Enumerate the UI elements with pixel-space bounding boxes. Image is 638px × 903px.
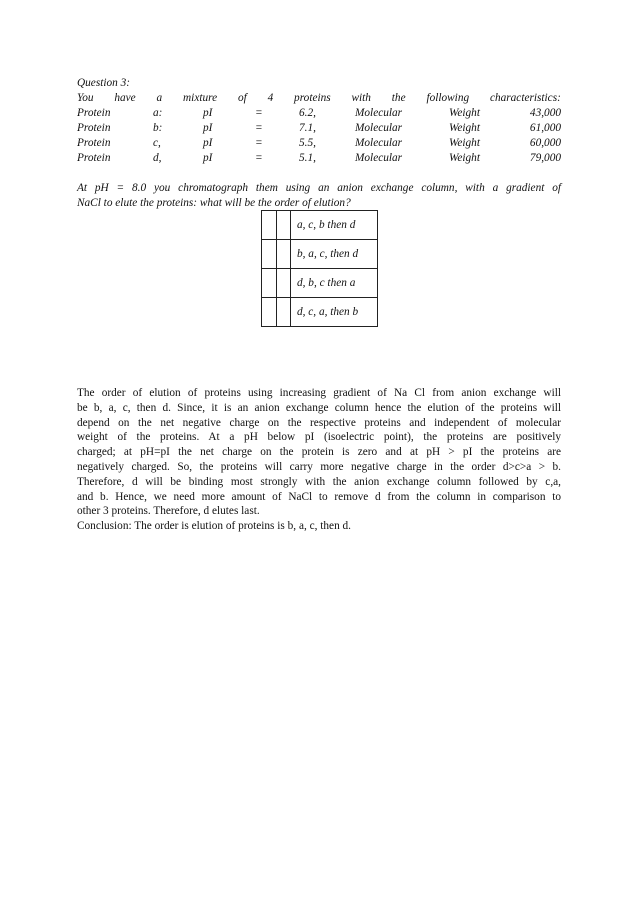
intro-word: the [391,92,406,104]
equals-sign: = [255,122,263,134]
protein-label: Protein [77,137,111,149]
intro-word: with [351,92,371,104]
protein-letter: b: [153,122,163,134]
option-label: b, a, c, then d [291,240,378,269]
intro-word: characteristics: [489,92,561,104]
question-title: Question 3: [77,77,131,89]
protein-row-d [77,151,561,165]
pi-value: 5.5, [299,137,316,149]
option-label: d, b, c then a [291,269,378,298]
protein-row-b [77,121,561,135]
option-checkbox[interactable] [262,298,277,327]
weight-label: Weight [449,122,480,134]
option-checkbox[interactable] [262,240,277,269]
answer-line: charged; at pH=pI the net charge on the protein is zero and at pH > pI the proteins are [77,446,561,459]
pi-label: pI [203,152,213,164]
pi-label: pI [203,122,213,134]
protein-letter: c, [153,137,161,149]
answer-line: The order of elution of proteins using increasing gradient of Na Cl from anion exchange will [77,387,561,399]
answer-option-row[interactable] [262,269,378,298]
answer-line: depend on the net negative charge on the respective proteins and independent of molecular [77,416,561,429]
answer-conclusion: Conclusion: The order is elution of proteins is b, a, c, then d. [77,520,352,533]
answer-explanation [77,386,561,534]
equals-sign: = [255,152,263,164]
weight-label: Weight [449,137,480,149]
equals-sign: = [255,137,263,149]
protein-label: Protein [77,107,111,119]
answer-line: be b, a, c, then d. Since, it is an anion exchange column hence the elution of the proteins will [77,401,561,414]
protein-label: Protein [77,122,111,134]
equals-sign: = [255,107,263,119]
answer-line: weight of the proteins. At a pH below pI (isoelectric point), the proteins are positively [77,431,561,444]
intro-word: of [237,92,247,104]
pi-label: pI [203,107,213,119]
answer-line: other 3 proteins. Therefore, d elutes last. [77,505,260,518]
question-prompt-line-2: NaCl to elute the proteins: what will be the order of elution? [77,197,351,209]
molecular-weight-value: 43,000 [529,107,561,119]
molecular-weight-value: 79,000 [529,152,561,164]
molecular-weight-value: 60,000 [529,137,561,149]
answer-option-row[interactable] [262,211,378,240]
option-checkbox-secondary[interactable] [277,298,291,327]
protein-row-a [77,106,561,120]
option-label: a, c, b then d [291,211,378,240]
option-checkbox[interactable] [262,211,277,240]
intro-word: mixture [183,92,218,104]
intro-word: following [426,92,470,104]
protein-letter: a: [153,107,163,119]
protein-row-c [77,136,561,150]
intro-word: You [77,92,94,104]
question-prompt-line-1: At pH = 8.0 you chromatograph them using an anion exchange column, with a gradient of [77,182,561,194]
weight-label: Weight [449,152,480,164]
pi-value: 6.2, [299,107,316,119]
question-intro [77,91,561,105]
intro-word: have [114,92,136,104]
option-checkbox-secondary[interactable] [277,240,291,269]
answer-line: Therefore, d will be binding most strongly with the anion exchange column followed by c,a, [77,475,561,488]
option-checkbox-secondary[interactable] [277,211,291,240]
molecular-weight-value: 61,000 [529,122,561,134]
option-checkbox-secondary[interactable] [277,269,291,298]
molecular-label: Molecular [355,107,403,119]
option-checkbox[interactable] [262,269,277,298]
pi-label: pI [203,137,213,149]
answer-option-row[interactable] [262,240,378,269]
molecular-label: Molecular [355,152,403,164]
intro-word: 4 [267,92,274,104]
pi-value: 5.1, [299,152,316,164]
intro-word: a [156,92,163,104]
protein-label: Protein [77,152,111,164]
option-label: d, c, a, then b [291,298,378,327]
intro-word: proteins [294,92,331,104]
answer-line: and b. Hence, we need more amount of NaCl to remove d from the column in comparison to [77,490,561,503]
answer-options-table [261,210,378,327]
molecular-label: Molecular [355,137,403,149]
molecular-label: Molecular [355,122,403,134]
pi-value: 7.1, [299,122,316,134]
weight-label: Weight [449,107,480,119]
answer-option-row[interactable] [262,298,378,327]
protein-letter: d, [153,152,162,164]
answer-line: negatively charged. So, the proteins will carry more negative charge in the order d>c>a > b. [77,460,561,473]
